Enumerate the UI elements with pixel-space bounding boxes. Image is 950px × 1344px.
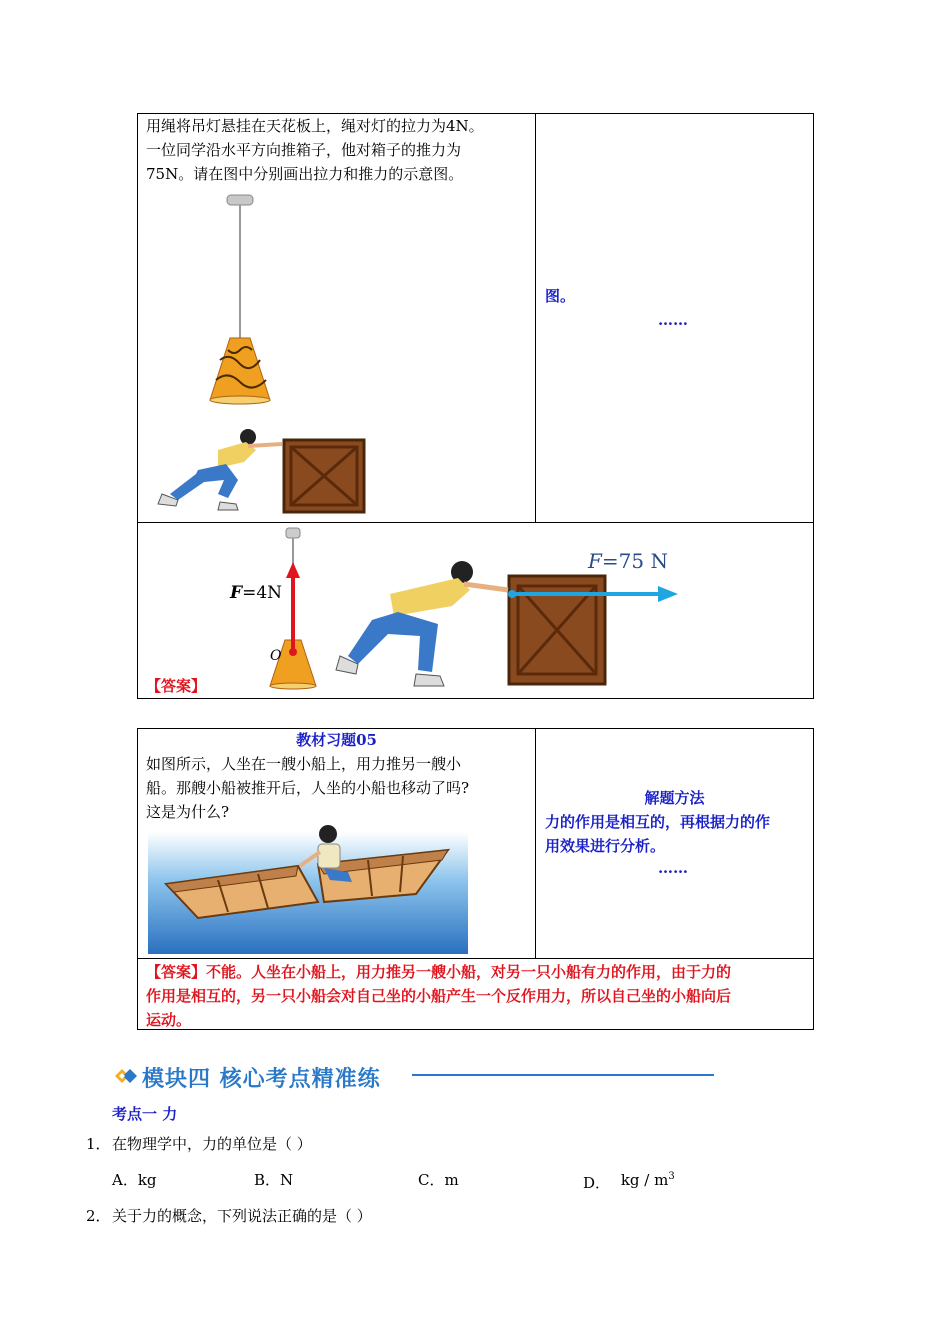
question-1-option-b[interactable]: B．N	[254, 1171, 294, 1189]
exercise5-answer-line2: 作用是相互的，另一只小船会对自己坐的小船产生一个反作用力，所以自己坐的小船向后	[146, 987, 732, 1005]
box-force-value: =75 N	[601, 549, 668, 573]
person-pushing-box-image	[148, 420, 378, 520]
exercise4-question-line2: 一位同学沿水平方向推箱子，他对箱子的推力为	[146, 141, 462, 159]
exercise4-method-text: 图。	[545, 287, 576, 305]
exercise4-method-ellipsis: ……	[658, 311, 688, 329]
exercise5-answer-line1: 【答案】不能。人坐在小船上，用力推另一艘小船，对另一只小船有力的作用，由于力的	[146, 963, 732, 981]
exercise4-question-line1: 用绳将吊灯悬挂在天花板上，绳对灯的拉力为4N。	[146, 117, 484, 135]
exercise4-answer-label: 【答案】	[146, 677, 207, 695]
module-title: 模块四 核心考点精准练	[142, 1067, 381, 1092]
lamp-force-symbol: F	[230, 583, 243, 603]
question-1-option-d-unit: kg / $m^3$	[620, 1171, 675, 1189]
boats-image	[148, 822, 468, 954]
question-1-text: 在物理学中，力的单位是（ ）	[112, 1135, 312, 1153]
box-force-label	[588, 549, 668, 573]
question-1-option-a[interactable]: A．kg	[112, 1171, 157, 1189]
question-2-text: 关于力的概念，下列说法正确的是（ ）	[112, 1207, 372, 1225]
hanging-lamp-image	[200, 190, 280, 410]
exercise4-question-line3: 75N。请在图中分别画出拉力和推力的示意图。	[146, 165, 464, 183]
module-title-rule	[412, 1074, 714, 1076]
exercise5-question-line3: 这是为什么?	[146, 803, 230, 821]
exercise5-method-line2: 用效果进行分析。	[545, 837, 666, 855]
question-1-option-d-label: D．	[583, 1174, 611, 1192]
question-1-number: 1．	[86, 1135, 111, 1153]
lamp-force-label	[230, 581, 282, 605]
box-force-symbol: F	[588, 549, 602, 573]
exercise5-title: 教材习题05	[296, 731, 377, 749]
exercise5-answer-line3: 运动。	[146, 1011, 192, 1029]
exercise5-question-line1: 如图所示，人坐在一艘小船上，用力推另一艘小	[146, 755, 462, 773]
question-1-option-d[interactable]	[583, 1168, 675, 1195]
lamp-force-value: =4N	[242, 583, 283, 603]
question-1-option-c[interactable]: C．m	[418, 1171, 459, 1189]
question-2-number: 2．	[86, 1207, 111, 1225]
section-title: 考点一 力	[112, 1105, 178, 1123]
exercise5-method-ellipsis: ……	[658, 859, 688, 877]
module-diamond-icon	[113, 1066, 139, 1086]
lamp-origin-label: O	[270, 648, 282, 664]
exercise5-method-line1: 力的作用是相互的，再根据力的作	[545, 813, 771, 831]
exercise5-method-title: 解题方法	[644, 789, 705, 807]
exercise5-question-line2: 船。那艘小船被推开后，人坐的小船也移动了吗?	[146, 779, 470, 797]
